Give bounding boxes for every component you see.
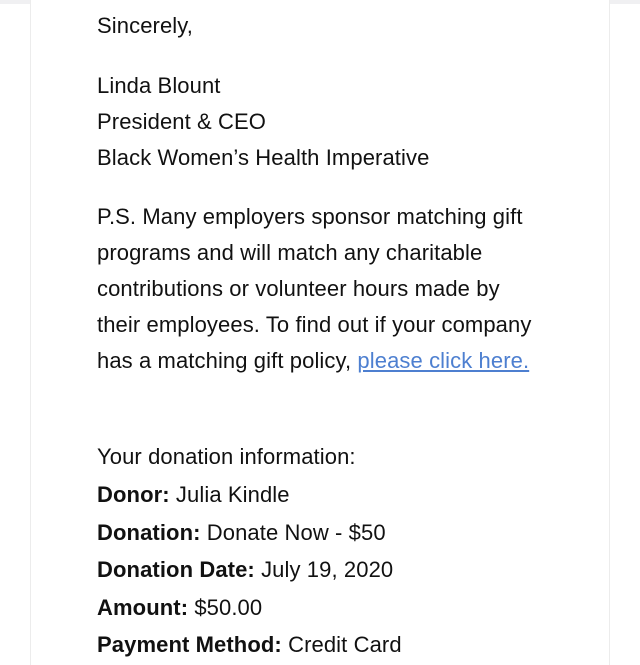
- amount-value: $50.00: [194, 594, 263, 620]
- signer-organization: Black Women’s Health Imperative: [97, 145, 430, 170]
- signer-name: Linda Blount: [97, 73, 221, 98]
- payment-method-label: Payment Method:: [97, 632, 282, 657]
- donation-date-row: [97, 551, 402, 589]
- payment-method-value: Credit Card: [288, 632, 402, 657]
- postscript-paragraph: [97, 199, 545, 379]
- signature-block: [97, 68, 429, 176]
- donation-date-value: July 19, 2020: [261, 557, 394, 582]
- donation-date-label: Donation Date:: [97, 557, 255, 582]
- donation-value: Donate Now - $50: [206, 519, 386, 545]
- amount-row: [97, 589, 402, 627]
- donation-row: [97, 514, 402, 552]
- donation-info-heading: Your donation information:: [97, 444, 356, 469]
- signer-title: President & CEO: [97, 109, 267, 134]
- donation-label: Donation:: [97, 519, 201, 545]
- amount-label: Amount:: [97, 594, 189, 620]
- donor-row: [97, 476, 402, 514]
- payment-method-row: [97, 626, 402, 664]
- postscript-text: P.S. Many employers sponsor matching gift programs and will match any charitable contributions or volunteer hours made by their employees. To find out if your company has a matching gift policy,: [97, 204, 532, 373]
- closing-salutation: Sincerely,: [97, 13, 193, 38]
- donor-label: Donor:: [97, 482, 170, 507]
- donor-value: Julia Kindle: [175, 482, 290, 507]
- donation-info: [97, 438, 402, 664]
- matching-gift-link[interactable]: please click here.: [357, 348, 530, 373]
